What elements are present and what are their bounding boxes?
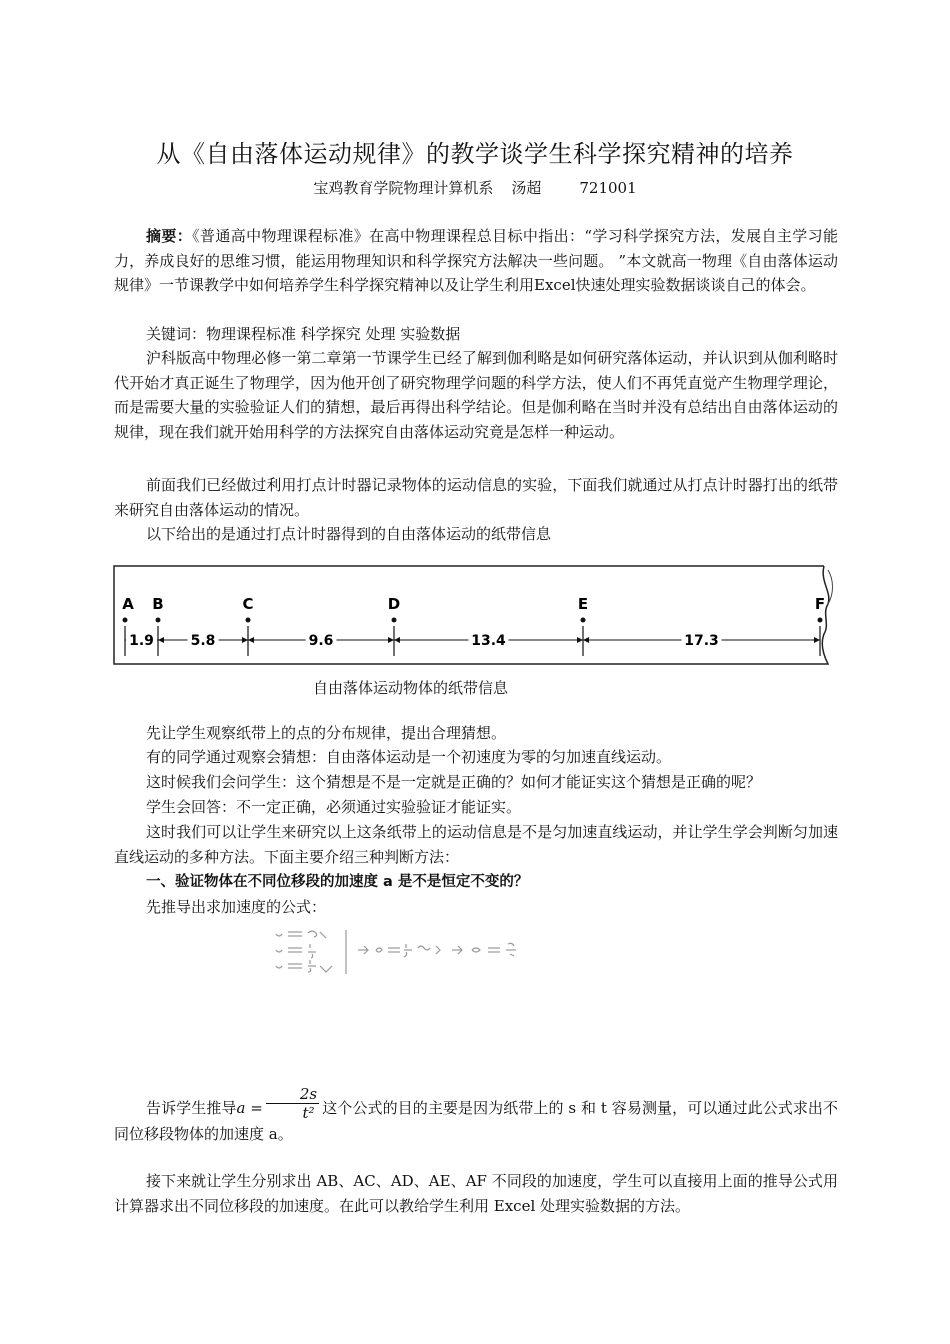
tape-dot-B	[156, 618, 161, 623]
author-postcode: 721001	[579, 179, 637, 197]
tape-dot-C	[246, 618, 251, 623]
tape-outline	[114, 566, 829, 664]
segment-length-5: 17.3	[684, 633, 719, 649]
figure-caption: 自由落体运动物体的纸带信息	[313, 679, 509, 697]
dimension-arrow	[158, 637, 164, 643]
section-heading-1: 一、验证物体在不同位移段的加速度 a 是不是恒定不变的？	[146, 874, 529, 890]
dimension-arrow	[248, 637, 254, 643]
tape-dot-D	[392, 618, 397, 623]
paragraph-8: 这时我们可以让学生来研究以上这条纸带上的运动信息是不是匀加速直线运动，并让学生学会判断匀加速直线运动的多种方法。下面主要介绍三种判断方法：	[114, 823, 838, 866]
dimension-arrow	[577, 637, 583, 643]
paragraph-2: 前面我们已经做过利用打点计时器记录物体的运动信息的实验，下面我们就通过从打点计时器打出的纸带来研究自由落体运动的情况。	[114, 476, 838, 519]
paragraph-10-start: 告诉学生推导	[146, 1099, 237, 1117]
point-label-F: F	[814, 595, 826, 613]
segment-length-2: 5.8	[190, 633, 216, 649]
point-label-E: E	[577, 595, 589, 613]
author-affiliation: 宝鸡教育学院物理计算机系	[313, 179, 494, 197]
paragraph-9: 先推导出求加速度的公式：	[146, 898, 327, 916]
paragraph-4: 先让学生观察纸带上的点的分布规律，提出合理猜想。	[146, 724, 507, 742]
paragraph-10-end: 这个公式的目的主要是因为纸带上的 s 和 t 容易测量，可以通过此公式求出不同位移段物体的加速度 a。	[114, 1099, 838, 1143]
abstract-label: 摘要：	[146, 227, 193, 245]
paragraph-7: 学生会回答：不一定正确，必须通过实验验证才能证实。	[146, 798, 522, 816]
dimension-arrow	[388, 637, 394, 643]
abstract-paragraph	[114, 224, 838, 298]
derivation-formula-image	[272, 926, 592, 976]
formula-denominator: t²	[302, 1103, 315, 1122]
paragraph-5: 有的同学通过观察会猜想：自由落体运动是一个初速度为零的匀加速直线运动。	[146, 748, 672, 766]
dimension-arrow	[814, 637, 820, 643]
paragraph-6: 这时候我们会问学生：这个猜想是不是一定就是正确的？如何才能证实这个猜想是正确的呢？	[146, 773, 762, 791]
abstract-text: 《普通高中物理课程标准》在高中物理课程总目标中指出：“学习科学探究方法，发展自主学习能力，养成良好的思维习惯，能运用物理知识和科学探究方法解决一些问题。 ”本文就高一物理《自由落体运动规律》一节课教学中如何培养学生科学探究精神以及让学生利用Excel快速处理实验数据谈谈自己的体会。	[114, 227, 838, 294]
point-label-C: C	[242, 595, 254, 613]
point-label-A: A	[122, 595, 134, 613]
formula-lhs: a =	[236, 1099, 263, 1117]
author-line	[0, 177, 950, 198]
keywords-line: 关键词：物理课程标准 科学探究 处理 实验数据	[146, 325, 461, 343]
author-name: 汤超	[511, 179, 542, 197]
tape-dot-F	[818, 618, 823, 623]
dimension-arrow	[242, 637, 248, 643]
tape-dot-A	[123, 618, 128, 623]
dimension-arrow	[583, 637, 589, 643]
formula-numerator: 2s	[266, 1085, 319, 1104]
point-label-D: D	[387, 595, 401, 613]
segment-length-1: 1.9	[129, 633, 154, 649]
paragraph-11: 接下来就让学生分别求出 AB、AC、AD、AE、AF 不同段的加速度，学生可以直接用上面的推导公式用计算器求出不同位移段的加速度。在此可以教给学生利用 Excel 处理实验数据的方法。	[114, 1172, 838, 1215]
point-label-B: B	[152, 595, 164, 613]
segment-length-3: 9.6	[308, 633, 334, 649]
paragraph-1: 沪科版高中物理必修一第二章第一节课学生已经了解到伽利略是如何研究落体运动，并认识到从伽利略时代开始才真正诞生了物理学，因为他开创了研究物理学问题的科学方法，使人们不再凭直觉产生物理学理论，而是需要大量的实验验证人们的猜想，最后再得出科学结论。但是伽利略在当时并没有总结出自由落体运动的规律，现在我们就开始用科学的方法探究自由落体运动究竟是怎样一种运动。	[114, 349, 838, 441]
paragraph-3: 以下给出的是通过打点计时器得到的自由落体运动的纸带信息	[146, 525, 552, 543]
acceleration-formula	[266, 1085, 319, 1122]
paper-title: 从《自由落体运动规律》的教学谈学生科学探究精神的培养	[156, 140, 794, 168]
segment-length-4: 13.4	[471, 633, 506, 649]
paragraph-10	[114, 1084, 838, 1146]
ticker-tape-figure	[112, 564, 834, 668]
tape-dot-E	[581, 618, 586, 623]
dimension-arrow	[394, 637, 400, 643]
